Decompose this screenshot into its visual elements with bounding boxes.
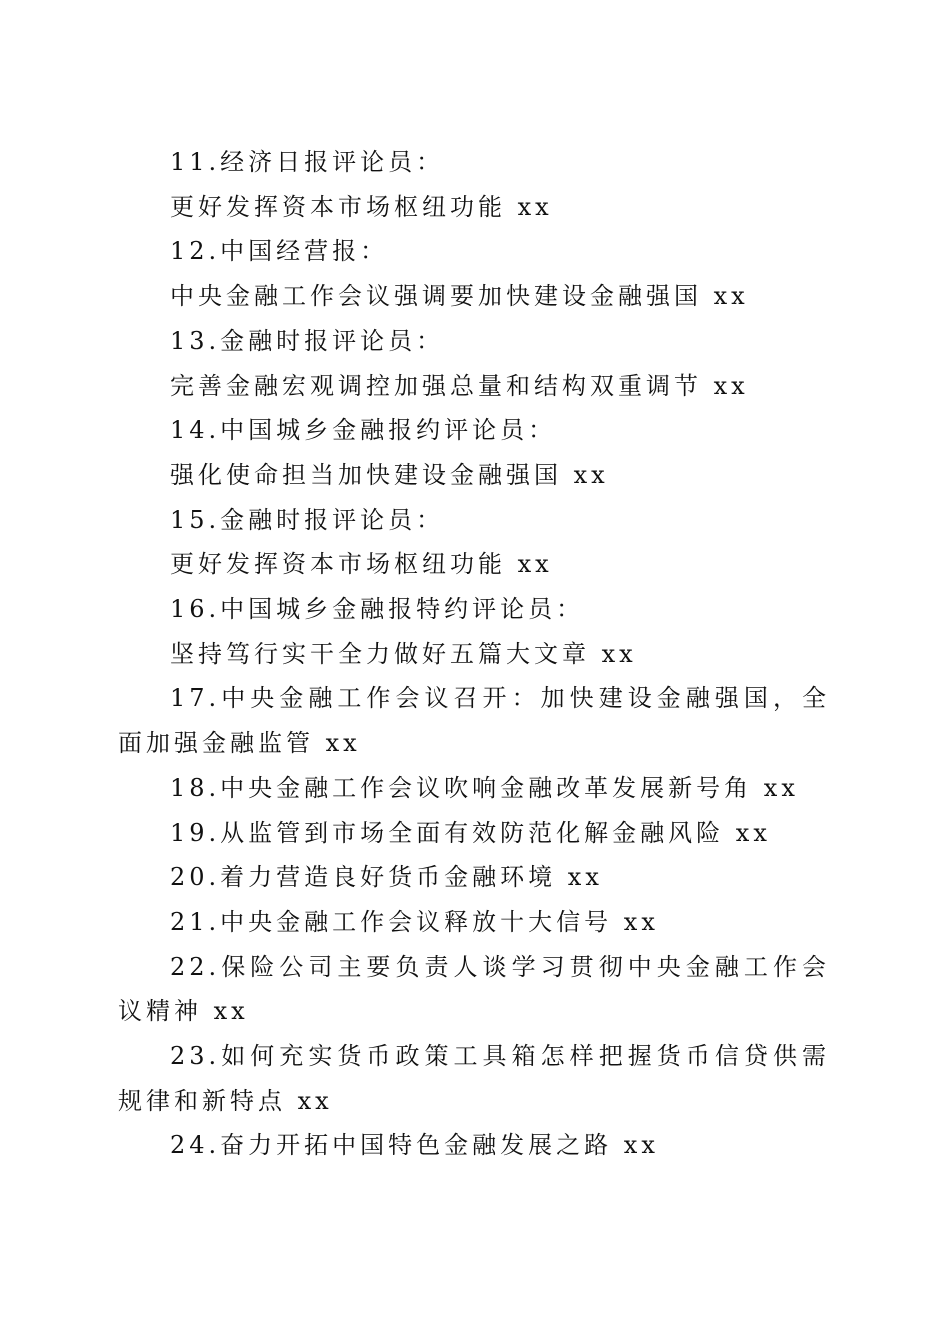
item-15-headline: 更好发挥资本市场枢纽功能 xx xyxy=(170,550,553,579)
item-11-headline: 更好发挥资本市场枢纽功能 xx xyxy=(170,192,553,221)
item-16-headline: 坚持笃行实干全力做好五篇大文章 xx xyxy=(170,639,637,668)
item-12-headline: 中央金融工作会议强调要加快建设金融强国 xx xyxy=(170,282,749,311)
item-14-title: 14.中国城乡金融报约评论员： xyxy=(170,416,557,445)
item-20: 20.着力营造良好货币金融环境 xx xyxy=(170,863,603,892)
item-21: 21.中央金融工作会议释放十大信号 xx xyxy=(170,907,659,936)
item-15-title: 15.金融时报评论员： xyxy=(170,505,445,534)
item-22: 22.保险公司主要负责人谈学习贯彻中央金融工作会议精神 xx xyxy=(118,952,830,1026)
item-13-title: 13.金融时报评论员： xyxy=(170,326,445,355)
item-12-title: 12.中国经营报： xyxy=(170,237,389,266)
item-24: 24.奋力开拓中国特色金融发展之路 xx xyxy=(170,1131,659,1160)
document-body xyxy=(118,140,830,1168)
item-13-headline: 完善金融宏观调控加强总量和结构双重调节 xx xyxy=(170,371,749,400)
item-11-title: 11.经济日报评论员： xyxy=(170,148,445,176)
item-18: 18.中央金融工作会议吹响金融改革发展新号角 xx xyxy=(170,773,799,802)
item-17: 17.中央金融工作会议召开：加快建设金融强国，全面加强金融监管 xx xyxy=(118,684,830,758)
item-23: 23.如何充实货币政策工具箱怎样把握货币信贷供需规律和新特点 xx xyxy=(118,1042,830,1115)
item-19: 19.从监管到市场全面有效防范化解金融风险 xx xyxy=(170,818,771,847)
item-16-title: 16.中国城乡金融报特约评论员： xyxy=(170,595,585,624)
item-14-headline: 强化使命担当加快建设金融强国 xx xyxy=(170,460,609,489)
